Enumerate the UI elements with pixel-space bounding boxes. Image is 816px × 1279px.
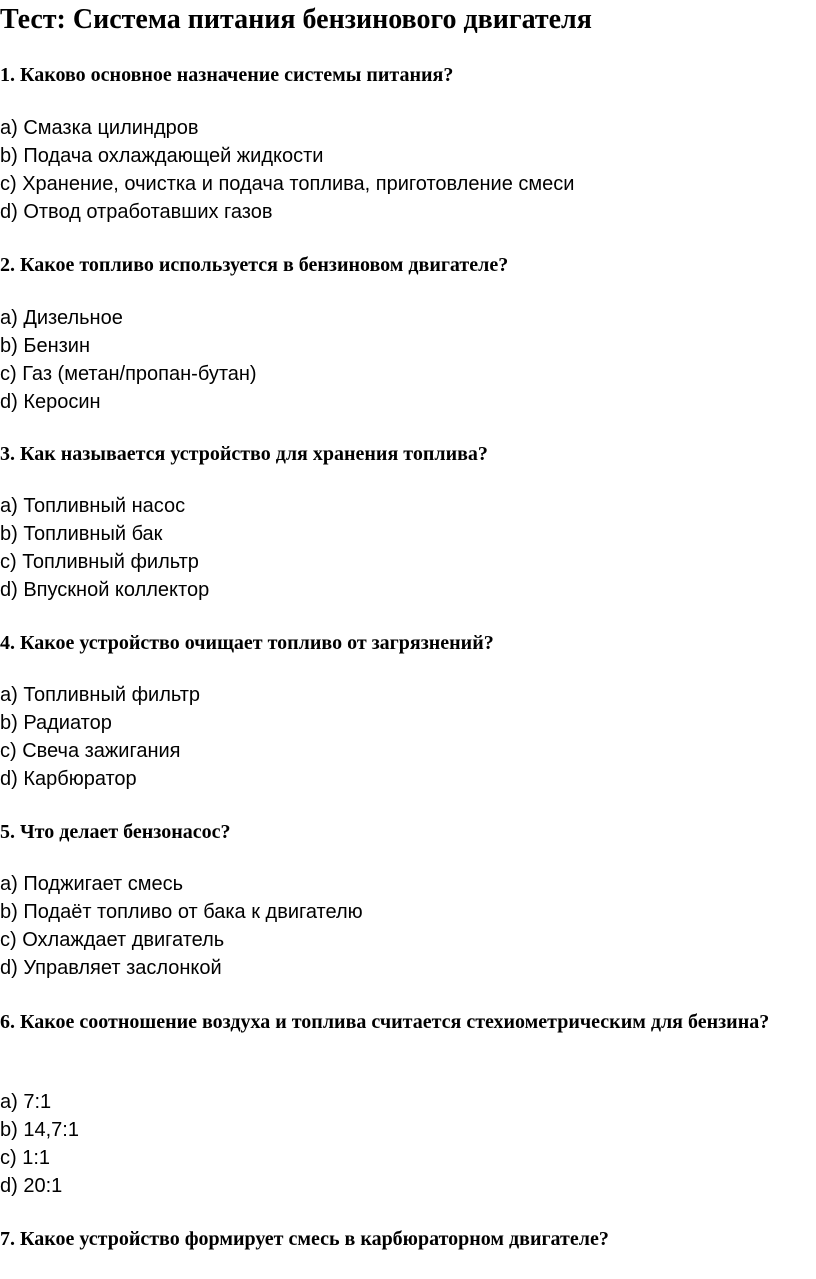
option-5b: b) Подаёт топливо от бака к двигателю	[0, 901, 363, 923]
option-2d: d) Керосин	[0, 391, 101, 413]
option-3d: d) Впускной коллектор	[0, 579, 210, 601]
option-4b: b) Радиатор	[0, 712, 112, 734]
question-4: 4. Какое устройство очищает топливо от загрязнений?	[0, 632, 494, 654]
question-3-options	[0, 492, 209, 604]
option-1b: b) Подача охлаждающей жидкости	[0, 145, 324, 167]
option-6d: d) 20:1	[0, 1175, 63, 1197]
question-2-options	[0, 304, 257, 416]
option-5d: d) Управляет заслонкой	[0, 957, 222, 979]
question-5-options	[0, 870, 363, 982]
option-2a: a) Дизельное	[0, 307, 123, 329]
option-5c: c) Охлаждает двигатель	[0, 929, 225, 951]
page-title: Тест: Система питания бензинового двигателя	[0, 4, 592, 35]
option-6b: b) 14,7:1	[0, 1119, 79, 1141]
question-7: 7. Какое устройство формирует смесь в карбюраторном двигателе?	[0, 1228, 609, 1250]
option-5a: a) Поджигает смесь	[0, 873, 184, 895]
question-5: 5. Что делает бензонасос?	[0, 821, 231, 843]
option-1c: c) Хранение, очистка и подача топлива, приготовление смеси	[0, 173, 575, 195]
option-4c: c) Свеча зажигания	[0, 740, 181, 762]
option-1a: a) Смазка цилиндров	[0, 117, 199, 139]
option-3a: a) Топливный насос	[0, 495, 186, 517]
option-6a: a) 7:1	[0, 1091, 52, 1113]
question-1-options	[0, 114, 574, 226]
option-4a: a) Топливный фильтр	[0, 684, 200, 706]
option-2b: b) Бензин	[0, 335, 91, 357]
question-6: 6. Какое соотношение воздуха и топлива считается стехиометрическим для бензина?	[0, 1011, 770, 1033]
option-1d: d) Отвод отработавших газов	[0, 201, 273, 223]
option-3c: c) Топливный фильтр	[0, 551, 199, 573]
question-4-options	[0, 681, 200, 793]
option-3b: b) Топливный бак	[0, 523, 163, 545]
question-6-options	[0, 1088, 79, 1200]
option-2c: c) Газ (метан/пропан-бутан)	[0, 363, 257, 385]
question-1: 1. Каково основное назначение системы питания?	[0, 64, 454, 86]
question-3: 3. Как называется устройство для хранения топлива?	[0, 443, 488, 465]
option-6c: c) 1:1	[0, 1147, 51, 1169]
option-4d: d) Карбюратор	[0, 768, 137, 790]
question-2: 2. Какое топливо используется в бензиновом двигателе?	[0, 254, 509, 276]
